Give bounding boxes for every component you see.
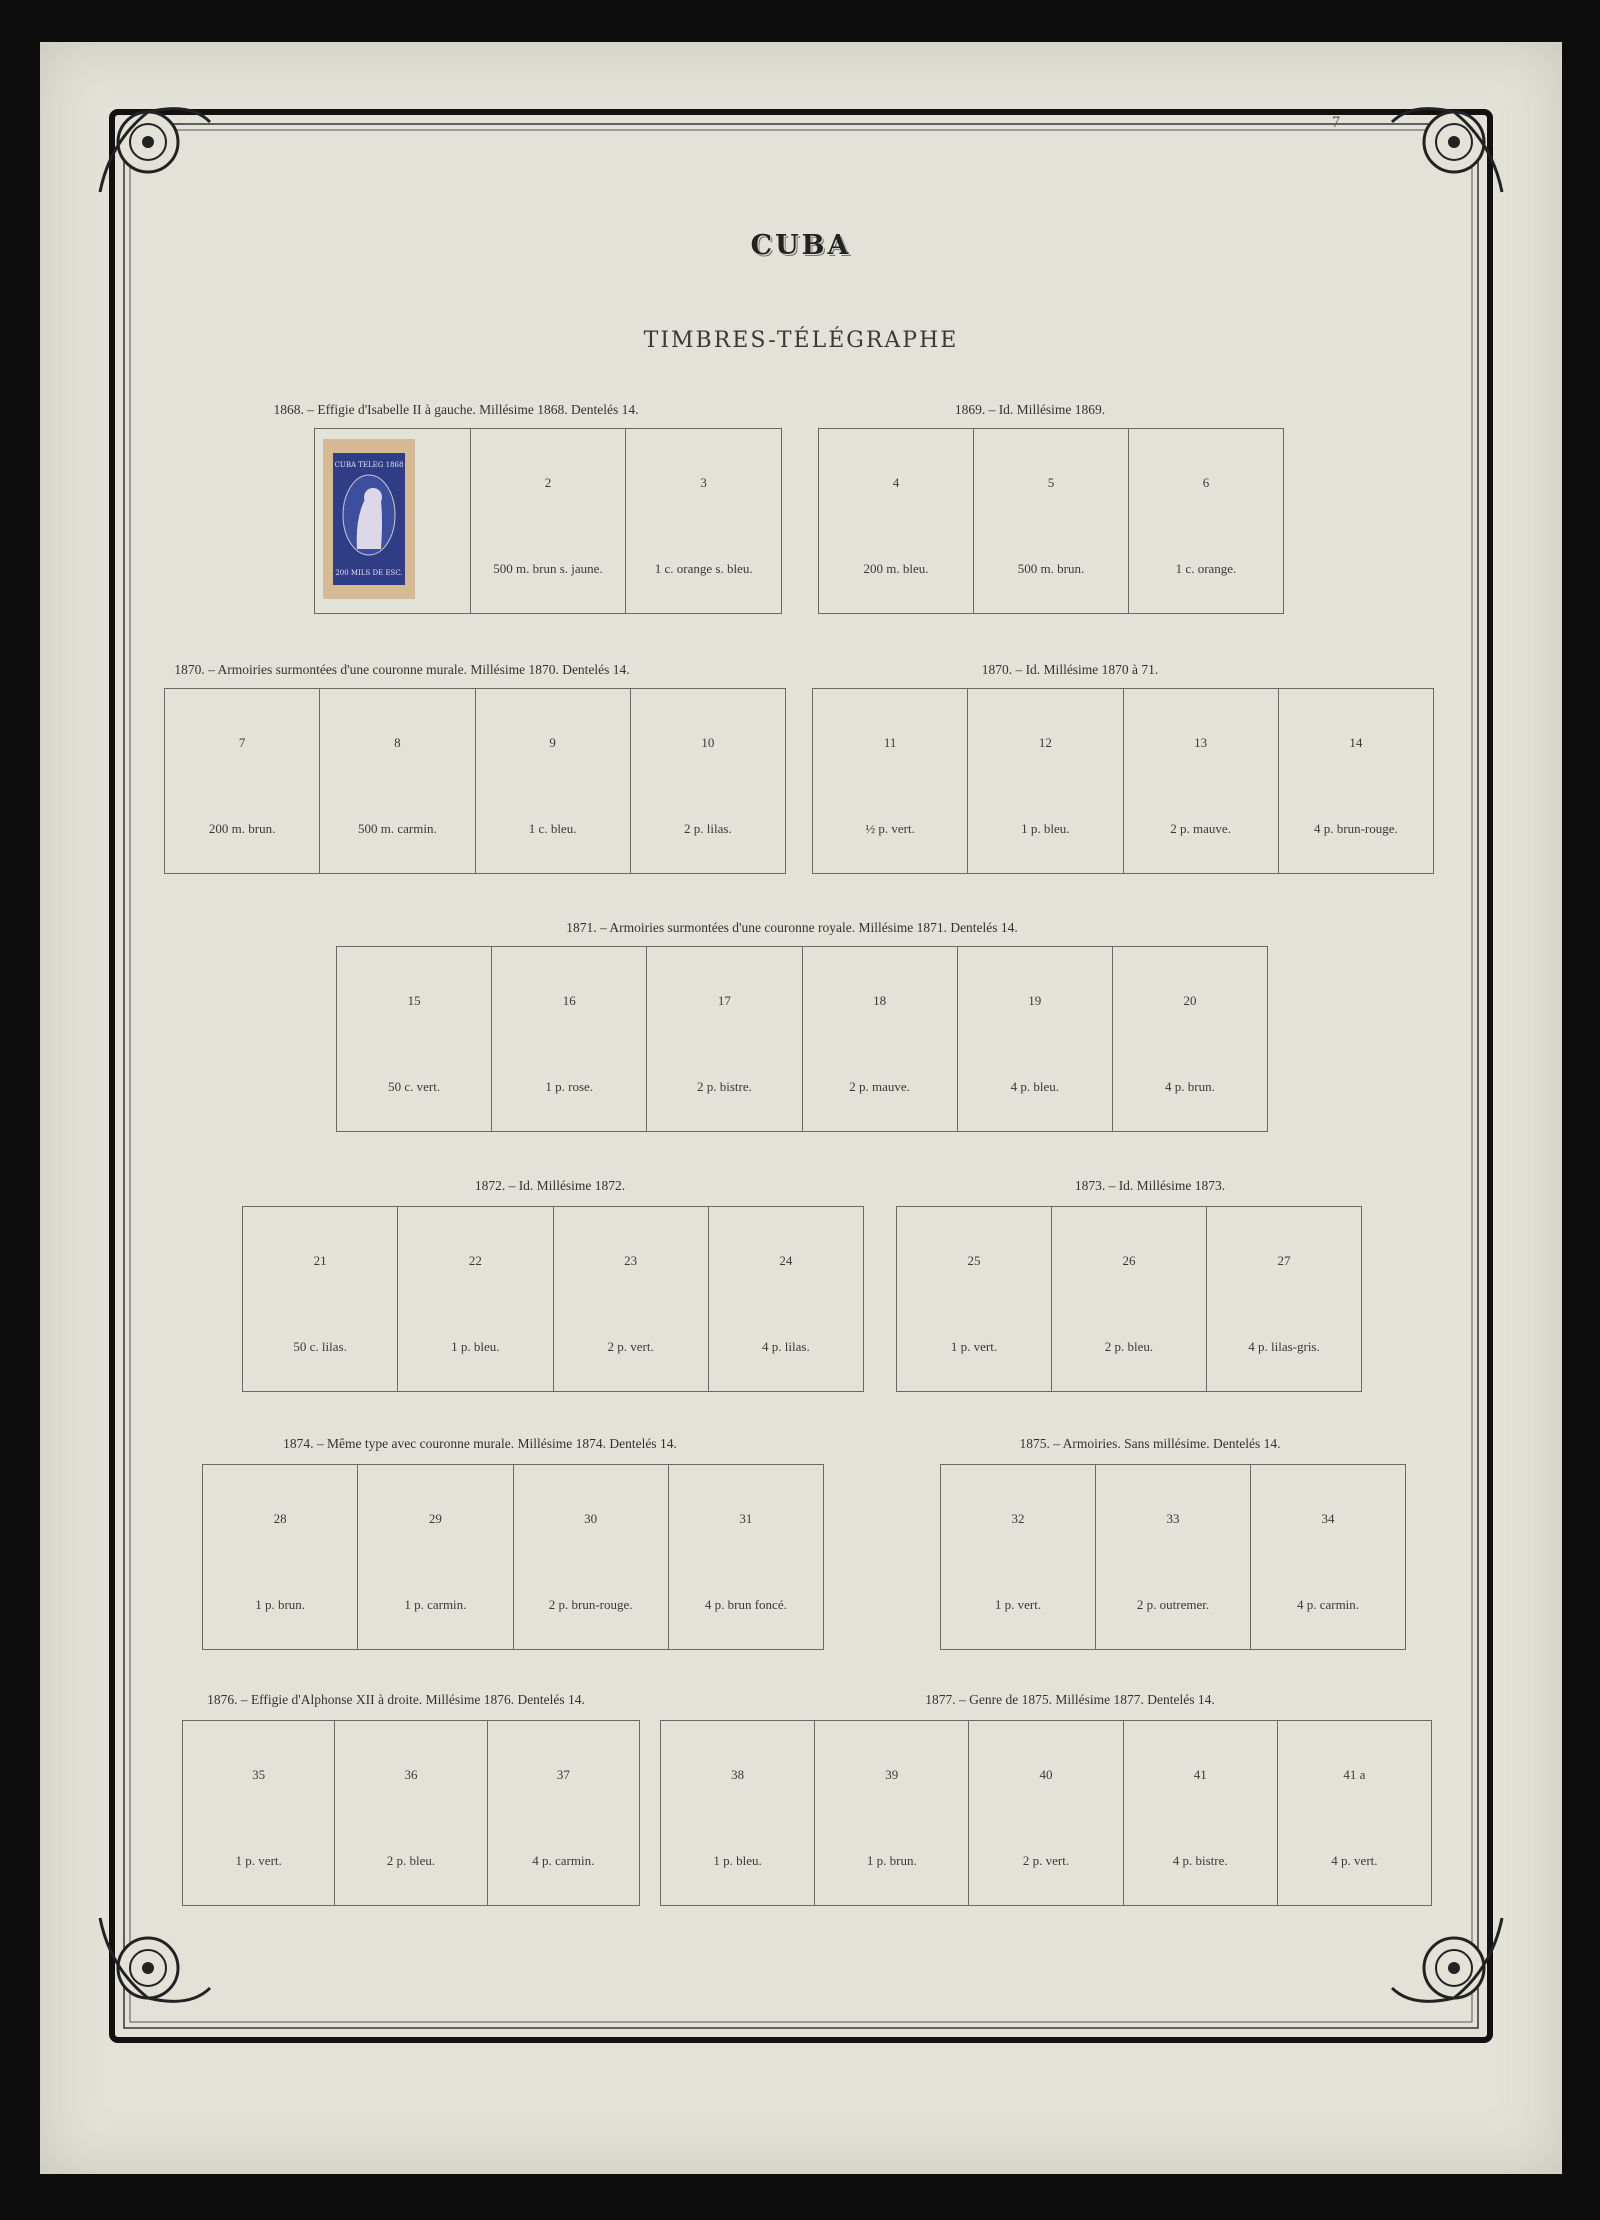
section-caption: 1877. – Genre de 1875. Millésime 1877. Dentelés 14. bbox=[925, 1692, 1215, 1707]
stamp-description: 1 p. rose. bbox=[545, 1079, 594, 1094]
stamp-slot bbox=[941, 1465, 1096, 1649]
stamp-number: 29 bbox=[428, 1511, 442, 1526]
country-title: CUBA bbox=[750, 230, 852, 261]
stamp-slot bbox=[709, 1207, 863, 1391]
stamp-description: 2 p. mauve. bbox=[849, 1079, 910, 1094]
stamp-slot bbox=[1251, 1465, 1405, 1649]
stamp-number: 25 bbox=[967, 1253, 981, 1268]
stamp-slot bbox=[819, 429, 974, 613]
stamp-description: 1 p. vert. bbox=[235, 1853, 282, 1868]
stamp-description: 4 p. brun. bbox=[1165, 1079, 1215, 1094]
stamp-description: 2 p. lilas. bbox=[684, 821, 732, 836]
stamp-slot bbox=[492, 947, 647, 1131]
section-caption: 1875. – Armoiries. Sans millésime. Dentelés 14. bbox=[1019, 1436, 1281, 1451]
stamp-number: 19 bbox=[1028, 993, 1042, 1008]
stamp-number: 34 bbox=[1321, 1511, 1335, 1526]
stamp-description: 1 p. brun. bbox=[255, 1597, 306, 1612]
stamp-slot bbox=[803, 947, 958, 1131]
stamp-slot bbox=[1124, 689, 1279, 873]
corner-rosette-icon bbox=[100, 1918, 210, 2001]
stamp-slot bbox=[337, 947, 492, 1131]
stamp-slot bbox=[315, 429, 471, 613]
stamp-description: 2 p. mauve. bbox=[1170, 821, 1231, 836]
stamp-description: 2 p. vert. bbox=[607, 1339, 654, 1354]
stamp-description: 1 p. vert. bbox=[950, 1339, 998, 1354]
stamp-description: 1 p. bleu. bbox=[451, 1339, 500, 1354]
stamp-slot bbox=[476, 689, 631, 873]
stamp-description: 1 c. orange. bbox=[1175, 561, 1237, 576]
stamp-number: 23 bbox=[624, 1253, 638, 1268]
stamp-slot bbox=[1207, 1207, 1361, 1391]
stamp-description: 2 p. vert. bbox=[1022, 1853, 1070, 1868]
stamp-number: 8 bbox=[394, 735, 401, 750]
stamp-number: 9 bbox=[549, 735, 556, 750]
stamp-slot bbox=[1113, 947, 1267, 1131]
stamp-description: 4 p. bistre. bbox=[1172, 1853, 1228, 1868]
stamp-description: 200 m. brun. bbox=[208, 821, 276, 836]
stamp-number: 27 bbox=[1277, 1253, 1291, 1268]
stamp-number: 3 bbox=[700, 475, 707, 490]
stamp-slot bbox=[243, 1207, 398, 1391]
stamp-description: 4 p. brun-rouge. bbox=[1313, 821, 1398, 836]
stamp-description: 1 c. orange s. bleu. bbox=[654, 561, 753, 576]
stamp-grid-1874 bbox=[202, 1464, 824, 1650]
stamp-grid-1868 bbox=[314, 428, 782, 614]
stamp-description: 1 c. bleu. bbox=[528, 821, 577, 836]
stamp-description: 200 m. bleu. bbox=[863, 561, 929, 576]
stamp-description: 1 p. bleu. bbox=[1021, 821, 1070, 836]
stamp-number: 41 bbox=[1193, 1767, 1207, 1782]
stamp-number: 41 a bbox=[1343, 1767, 1366, 1782]
stamp-description: 4 p. vert. bbox=[1331, 1853, 1378, 1868]
stamp-description: 1 p. brun. bbox=[866, 1853, 917, 1868]
stamp-slot bbox=[669, 1465, 823, 1649]
stamp-description: ½ p. vert. bbox=[865, 821, 915, 836]
corner-rosette-icon bbox=[1392, 109, 1502, 192]
stamp-slot bbox=[626, 429, 781, 613]
stamp-description: 2 p. bistre. bbox=[696, 1079, 752, 1094]
stamp-number: 11 bbox=[883, 735, 897, 750]
stamp-slot bbox=[471, 429, 627, 613]
stamp-slot bbox=[554, 1207, 709, 1391]
stamp-slot bbox=[1278, 1721, 1431, 1905]
stamp-slot bbox=[631, 689, 785, 873]
stamp-slot bbox=[974, 429, 1129, 613]
stamp-slot bbox=[203, 1465, 358, 1649]
stamp-slot bbox=[815, 1721, 969, 1905]
stamp-slot bbox=[958, 947, 1113, 1131]
stamp-slot bbox=[514, 1465, 669, 1649]
stamp-number: 2 bbox=[544, 475, 552, 490]
stamp-slot bbox=[335, 1721, 487, 1905]
stamp-number: 38 bbox=[731, 1767, 745, 1782]
stamp-slot bbox=[1279, 689, 1433, 873]
stamp-description: 1 p. vert. bbox=[994, 1597, 1042, 1612]
stamp-number: 21 bbox=[313, 1253, 327, 1268]
stamp-number: 12 bbox=[1038, 735, 1052, 750]
stamp-description: 2 p. bleu. bbox=[1104, 1339, 1154, 1354]
stamp-slot bbox=[1096, 1465, 1251, 1649]
stamp-slot bbox=[488, 1721, 639, 1905]
stamp-slot bbox=[358, 1465, 513, 1649]
section-caption: 1876. – Effigie d'Alphonse XII à droite. Millésime 1876. Dentelés 14. bbox=[207, 1692, 585, 1707]
section-caption: 1868. – Effigie d'Isabelle II à gauche. Millésime 1868. Dentelés 14. bbox=[273, 402, 639, 417]
stamp-number: 13 bbox=[1194, 735, 1208, 750]
stamp-slot bbox=[968, 689, 1123, 873]
stamp-slot bbox=[897, 1207, 1052, 1391]
album-page bbox=[40, 42, 1562, 2174]
stamp-number: 35 bbox=[252, 1767, 266, 1782]
stamp-description: 4 p. lilas-gris. bbox=[1248, 1339, 1320, 1354]
stamp-grid-1877 bbox=[660, 1720, 1432, 1906]
stamp-slot bbox=[969, 1721, 1123, 1905]
stamp-bottom-text: 200 MILS DE ESC. bbox=[335, 569, 403, 577]
stamp-image bbox=[323, 439, 415, 599]
stamp-number: 22 bbox=[468, 1253, 482, 1268]
stamp-description: 4 p. brun foncé. bbox=[704, 1597, 787, 1612]
stamp-number: 6 bbox=[1202, 475, 1210, 490]
stamp-number: 4 bbox=[892, 475, 900, 490]
stamp-number: 37 bbox=[556, 1767, 570, 1782]
section-caption: 1872. – Id. Millésime 1872. bbox=[474, 1178, 626, 1193]
section-caption: 1869. – Id. Millésime 1869. bbox=[954, 402, 1106, 417]
stamp-slot bbox=[320, 689, 475, 873]
stamp-description: 50 c. lilas. bbox=[293, 1339, 347, 1354]
stamp-grid-1873 bbox=[896, 1206, 1362, 1392]
stamp-number: 24 bbox=[779, 1253, 793, 1268]
stamp-number: 18 bbox=[873, 993, 887, 1008]
stamp-slot bbox=[398, 1207, 553, 1391]
stamp-description: 4 p. bleu. bbox=[1010, 1079, 1059, 1094]
stamp-slot bbox=[647, 947, 802, 1131]
stamp-description: 2 p. outremer. bbox=[1136, 1597, 1210, 1612]
section-subtitle: TIMBRES-TÉLÉGRAPHE bbox=[643, 328, 959, 353]
corner-rosette-icon bbox=[100, 109, 210, 192]
stamp-number: 28 bbox=[273, 1511, 287, 1526]
stamp-description: 2 p. brun-rouge. bbox=[548, 1597, 633, 1612]
stamp-description: 500 m. brun. bbox=[1017, 561, 1085, 576]
stamp-slot bbox=[661, 1721, 815, 1905]
stamp-number: 10 bbox=[701, 735, 715, 750]
stamp-number: 39 bbox=[885, 1767, 899, 1782]
stamp-number: 33 bbox=[1166, 1511, 1180, 1526]
stamp-number: 16 bbox=[562, 993, 576, 1008]
section-caption: 1870. – Id. Millésime 1870 à 71. bbox=[981, 662, 1159, 677]
stamp-number: 20 bbox=[1183, 993, 1197, 1008]
stamp-number: 36 bbox=[404, 1767, 418, 1782]
stamp-number: 30 bbox=[584, 1511, 598, 1526]
stamp-slot bbox=[183, 1721, 335, 1905]
section-caption: 1870. – Armoiries surmontées d'une couronne murale. Millésime 1870. Dentelés 14. bbox=[174, 662, 630, 677]
stamp-description: 500 m. carmin. bbox=[358, 821, 437, 836]
stamp-description: 4 p. lilas. bbox=[762, 1339, 810, 1354]
stamp-grid-1871 bbox=[336, 946, 1268, 1132]
stamp-grid-1869 bbox=[818, 428, 1284, 614]
stamp-description: 500 m. brun s. jaune. bbox=[493, 561, 603, 576]
stamp-slot bbox=[1052, 1207, 1207, 1391]
stamp-grid-1870-a bbox=[164, 688, 786, 874]
stamp-number: 7 bbox=[238, 735, 246, 750]
stamp-description: 4 p. carmin. bbox=[532, 1853, 595, 1868]
stamp-number: 14 bbox=[1349, 735, 1363, 750]
stamp-grid-1870-b bbox=[812, 688, 1434, 874]
stamp-top-text: CUBA TELEG 1868 bbox=[334, 461, 404, 469]
stamp-description: 1 p. bleu. bbox=[713, 1853, 762, 1868]
stamp-number: 17 bbox=[717, 993, 731, 1008]
stamp-grid-1876 bbox=[182, 1720, 640, 1906]
stamp-slot bbox=[165, 689, 320, 873]
stamp-number: 15 bbox=[407, 993, 421, 1008]
stamp-description: 4 p. carmin. bbox=[1296, 1597, 1360, 1612]
stamp-slot bbox=[813, 689, 968, 873]
stamp-grid-1875 bbox=[940, 1464, 1406, 1650]
stamp-slot bbox=[1124, 1721, 1278, 1905]
section-caption: 1873. – Id. Millésime 1873. bbox=[1074, 1178, 1226, 1193]
stamp-description: 50 c. vert. bbox=[388, 1079, 441, 1094]
stamp-number: 40 bbox=[1039, 1767, 1053, 1782]
stamp-grid-1872 bbox=[242, 1206, 864, 1392]
stamp-number: 26 bbox=[1122, 1253, 1136, 1268]
stamp-slot bbox=[1129, 429, 1283, 613]
corner-rosette-icon bbox=[1392, 1918, 1502, 2001]
stamp-number: 32 bbox=[1011, 1511, 1025, 1526]
stamp-number: 5 bbox=[1047, 475, 1055, 490]
stamp-number: 31 bbox=[739, 1511, 753, 1526]
page-number: 7 bbox=[1332, 114, 1340, 131]
section-caption: 1871. – Armoiries surmontées d'une couronne royale. Millésime 1871. Dentelés 14. bbox=[566, 920, 1018, 935]
stamp-description: 1 p. carmin. bbox=[404, 1597, 467, 1612]
stamp-description: 2 p. bleu. bbox=[386, 1853, 436, 1868]
section-caption: 1874. – Même type avec couronne murale. Millésime 1874. Dentelés 14. bbox=[283, 1436, 677, 1451]
